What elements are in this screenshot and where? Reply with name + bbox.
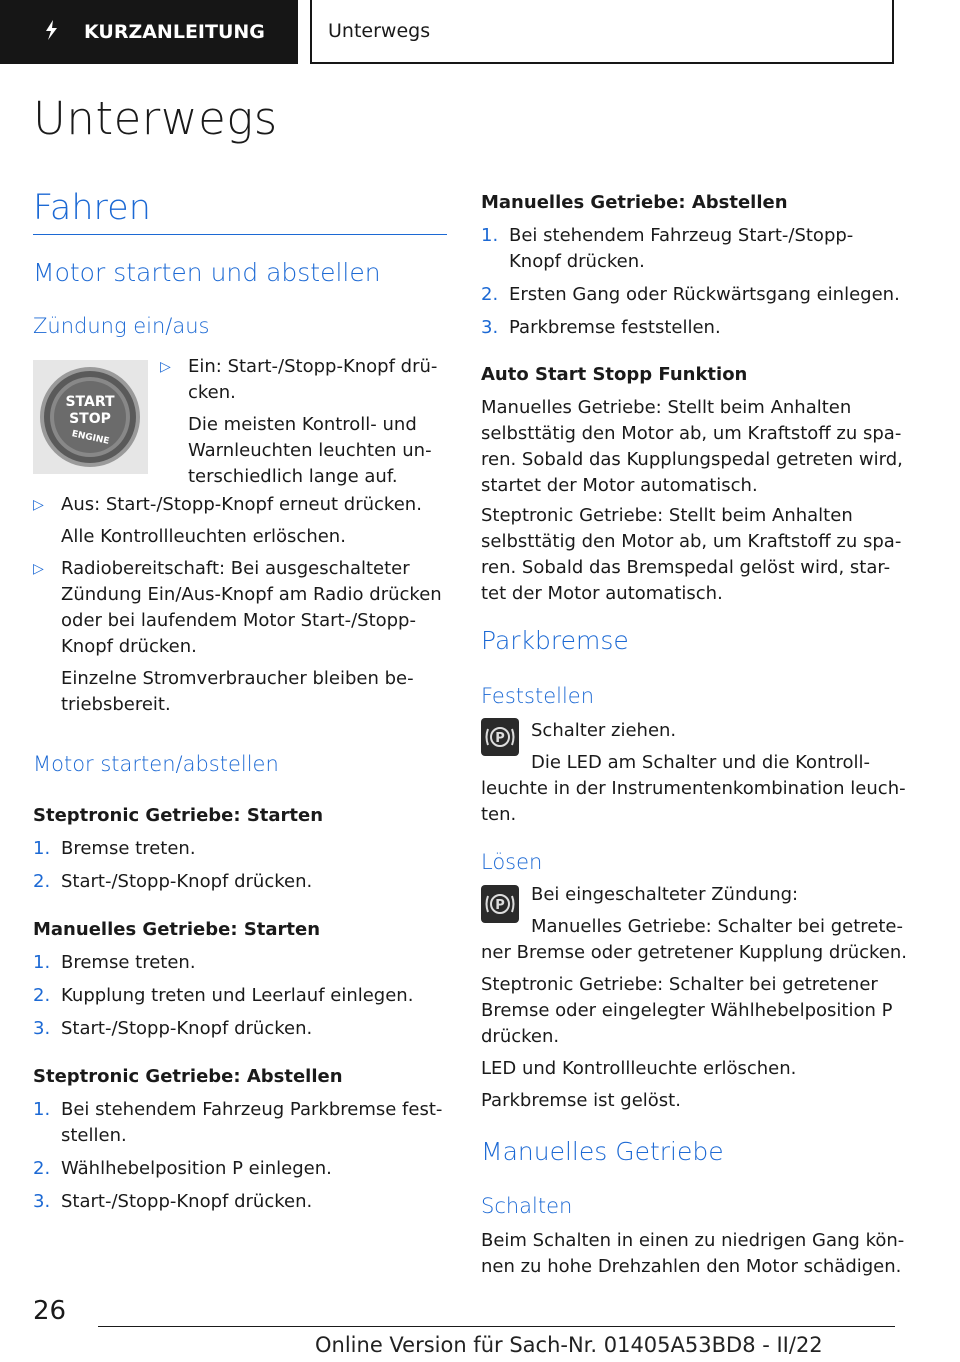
list-steptronic-abstellen: 1. Bei stehendem Fahrzeug Parkbremse fest- stellen. 2. Wählhebelposition P einlegen. 3. Start-/Stopp-Knopf drücken. — [33, 1097, 453, 1215]
loesen-text — [481, 914, 911, 1114]
list-manuell-starten: 1. Bremse treten. 2. Kupplung treten und Leerlauf einlegen. 3. Start-/Stopp-Knopf drücken. — [33, 952, 414, 1039]
footer-text: Online Version für Sach-Nr. 01405A53BD8 - II/22 — [315, 1333, 823, 1357]
heading-loesen: Lösen — [481, 850, 543, 874]
text-line: LED und Kontrollleuchte erlöschen. — [481, 1058, 797, 1079]
loesen-step1 — [531, 882, 911, 908]
triangle-bullet-icon: ▷ — [160, 359, 171, 375]
heading-schalten: Schalten — [481, 1194, 573, 1218]
triangle-bullet-icon: ▷ — [33, 497, 44, 513]
list-item: Parkbremse feststellen. — [509, 317, 721, 338]
heading-motor-starten: Motor starten/abstellen — [33, 752, 279, 776]
subheading-steptronic-starten: Steptronic Getriebe: Starten — [33, 805, 324, 826]
heading-rule — [33, 234, 447, 235]
list-item: Bremse treten. — [61, 838, 196, 859]
bullet-ein — [160, 354, 450, 490]
header-section-label: Unterwegs — [328, 20, 431, 42]
text-line: ren. Sobald das Bremspedal gelöst wird, star- — [481, 557, 891, 578]
text-line: ren. Sobald das Kupplungspedal getreten wird, — [481, 449, 903, 470]
text-line: Zündung Ein/Aus-Knopf am Radio drücken — [61, 584, 442, 605]
paragraph-auto-steptronic — [481, 503, 911, 607]
text-line: Beim Schalten in einen zu niedrigen Gang kön- — [481, 1230, 905, 1251]
text-line: Steptronic Getriebe: Stellt beim Anhalten — [481, 505, 853, 526]
feststellen-text — [481, 750, 911, 828]
header-tab-label: KURZANLEITUNG — [84, 21, 265, 43]
subheading-manuell-starten: Manuelles Getriebe: Starten — [33, 919, 321, 940]
triangle-bullet-icon: ▷ — [33, 561, 44, 577]
heading-manuelles-getriebe: Manuelles Getriebe — [481, 1137, 724, 1166]
list-steptronic-starten: 1. Bremse treten. 2. Start-/Stopp-Knopf drücken. — [33, 838, 313, 892]
text-line: Knopf drücken. — [61, 636, 197, 657]
bullet-aus — [33, 492, 453, 550]
list-item: Kupplung treten und Leerlauf einlegen. — [61, 985, 414, 1006]
text-line: Parkbremse ist gelöst. — [481, 1090, 681, 1111]
text-line: oder bei laufendem Motor Start-/Stopp- — [61, 610, 416, 631]
subheading-steptronic-abstellen: Steptronic Getriebe: Abstellen — [33, 1066, 343, 1087]
text-line: drücken. — [481, 1026, 560, 1047]
start-stop-button-image — [33, 360, 148, 474]
heading-motor: Motor starten und abstellen — [33, 258, 381, 287]
subheading-manuell-abstellen: Manuelles Getriebe: Abstellen — [481, 192, 788, 213]
heading-parkbremse: Parkbremse — [481, 626, 629, 655]
heading-feststellen: Feststellen — [481, 684, 595, 708]
list-item: Start-/Stopp-Knopf drücken. — [61, 1191, 313, 1212]
subheading-auto-start-stopp: Auto Start Stopp Funktion — [481, 364, 748, 385]
heading-zuendung: Zündung ein/aus — [33, 314, 210, 338]
text-line: stellen. — [61, 1125, 127, 1146]
text-line: selbsttätig den Motor ab, um Kraftstoff zu spa- — [481, 423, 902, 444]
schalten-text — [481, 1228, 911, 1280]
spark-icon — [40, 19, 84, 46]
paragraph-auto-manuell — [481, 395, 911, 499]
stop-text: STOP — [69, 411, 111, 427]
heading-fahren: Fahren — [33, 188, 151, 228]
text-line: terschiedlich lange auf. — [188, 466, 398, 487]
text-line: Ein: Start-/Stopp-Knopf drü- — [188, 356, 438, 377]
engine-text: ENGINE — [70, 429, 111, 447]
list-item: Start-/Stopp-Knopf drücken. — [61, 871, 313, 892]
text-line: Radiobereitschaft: Bei ausgeschalteter — [61, 558, 410, 579]
text-line: nen zu hohe Drehzahlen den Motor schädigen. — [481, 1256, 902, 1277]
page-title: Unterwegs — [33, 92, 278, 145]
footer-rule — [98, 1326, 895, 1327]
text-line: tet der Motor automatisch. — [481, 583, 723, 604]
list-item: Ersten Gang oder Rückwärtsgang einlegen. — [509, 284, 900, 305]
text-line: Knopf drücken. — [509, 251, 645, 272]
header-tab[interactable] — [0, 0, 298, 64]
text-line: cken. — [188, 382, 236, 403]
text-line: Manuelles Getriebe: Schalter bei getrete- — [531, 916, 903, 937]
text-line: leuchte in der Instrumentenkombination leuch- — [481, 778, 906, 799]
text-line: Bei stehendem Fahrzeug Parkbremse fest- — [61, 1099, 443, 1120]
list-item: Wählhebelposition P einlegen. — [61, 1158, 332, 1179]
text-line: selbsttätig den Motor ab, um Kraftstoff zu spa- — [481, 531, 902, 552]
list-item: Bremse treten. — [61, 952, 196, 973]
text-line: Bei stehendem Fahrzeug Start-/Stopp- — [509, 225, 854, 246]
text-line: Steptronic Getriebe: Schalter bei getretener — [481, 974, 878, 995]
bullet-radio — [33, 556, 453, 718]
text-line: triebsbereit. — [61, 694, 171, 715]
svg-text:P: P — [495, 898, 505, 913]
text-line: Schalter ziehen. — [531, 720, 677, 741]
text-line: Bremse oder eingelegter Wählhebelposition P — [481, 1000, 893, 1021]
feststellen-step1 — [531, 718, 911, 744]
text-line: Einzelne Stromverbraucher bleiben be- — [61, 668, 414, 689]
svg-text:P: P — [495, 731, 505, 746]
text-line: Warnleuchten leuchten un- — [188, 440, 432, 461]
text-line: Manuelles Getriebe: Stellt beim Anhalten — [481, 397, 852, 418]
header-section — [310, 0, 894, 64]
text-line: ten. — [481, 804, 517, 825]
text-line: Die LED am Schalter und die Kontroll- — [531, 752, 871, 773]
page-number: 26 — [33, 1296, 67, 1326]
text-line: startet der Motor automatisch. — [481, 475, 758, 496]
start-text: START — [65, 394, 115, 410]
text-line: Aus: Start-/Stopp-Knopf erneut drücken. — [61, 494, 422, 515]
text-line: Die meisten Kontroll- und — [188, 414, 417, 435]
list-manuell-abstellen: 1. Bei stehendem Fahrzeug Start-/Stopp- Knopf drücken. 2. Ersten Gang oder Rückwärtsgang einlegen. 3. Parkbremse feststellen. — [481, 225, 900, 338]
list-item: Start-/Stopp-Knopf drücken. — [61, 1018, 313, 1039]
text-line: ner Bremse oder getretener Kupplung drücken. — [481, 942, 907, 963]
text-line: Bei eingeschalteter Zündung: — [531, 884, 799, 905]
text-line: Alle Kontrollleuchten erlöschen. — [61, 526, 346, 547]
